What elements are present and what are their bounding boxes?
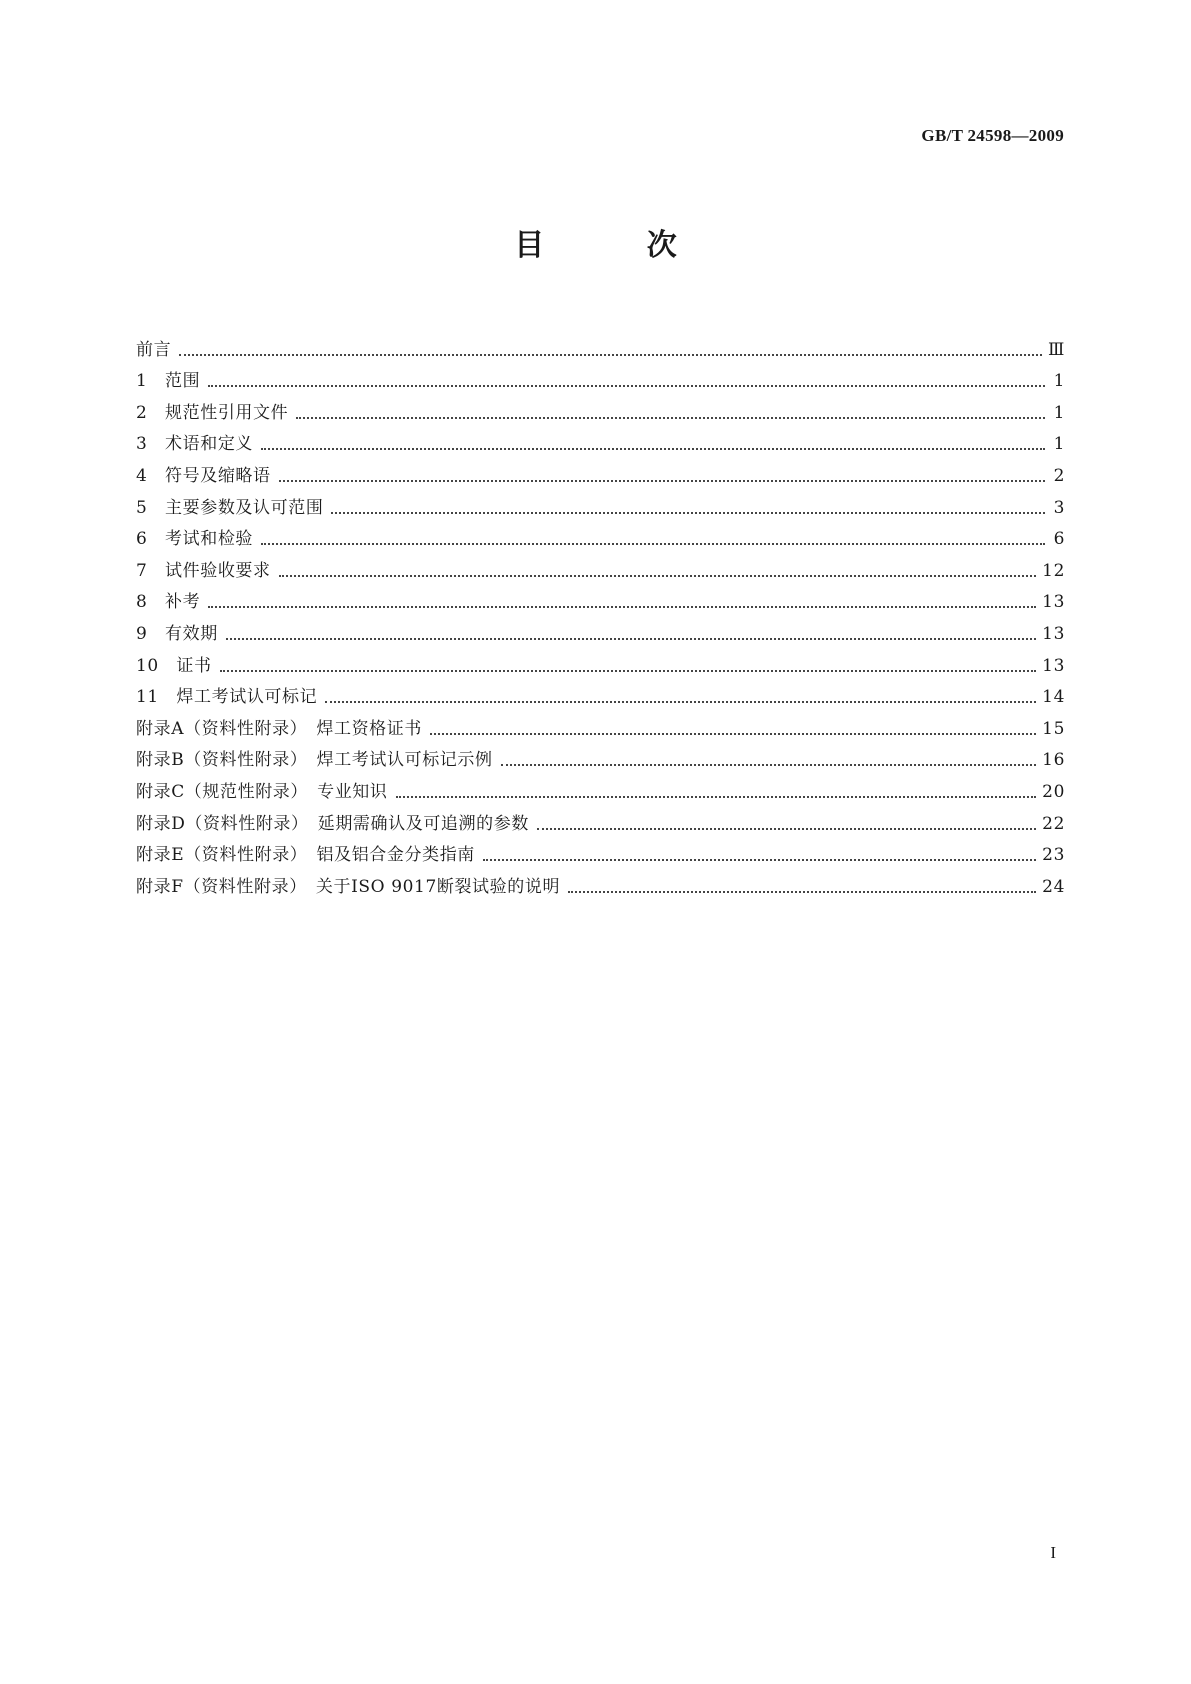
dot-leader (226, 638, 1036, 640)
toc-entry-label: 附录A（资料性附录） 焊工资格证书 (136, 718, 422, 739)
toc-entry-page: Ⅲ (1048, 339, 1065, 360)
toc-entry[interactable] (136, 549, 1065, 581)
dot-leader (208, 606, 1036, 608)
toc-entry-page: 1 (1053, 371, 1065, 392)
toc-entry-page: 1 (1053, 434, 1065, 455)
toc-entry-label: 5 主要参数及认可范围 (136, 497, 324, 518)
toc-entry[interactable] (136, 739, 1065, 771)
toc-entry-page: 3 (1053, 497, 1065, 518)
toc-entry[interactable] (136, 581, 1065, 613)
toc-entry-label: 附录D（资料性附录） 延期需确认及可追溯的参数 (136, 813, 529, 834)
toc-entry-label: 附录E（资料性附录） 铝及铝合金分类指南 (136, 845, 475, 866)
toc-entry-page: 16 (1042, 750, 1065, 771)
toc-entry-page: 23 (1042, 845, 1065, 866)
toc-entry[interactable] (136, 423, 1065, 455)
dot-leader (296, 417, 1045, 419)
dot-leader (220, 670, 1037, 672)
toc-entry[interactable] (136, 391, 1065, 423)
toc-entry[interactable] (136, 360, 1065, 392)
toc-entry-label: 2 规范性引用文件 (136, 402, 289, 423)
toc-entry[interactable] (136, 834, 1065, 866)
toc-entry-label: 10 证书 (136, 655, 212, 676)
toc-entry-label: 7 试件验收要求 (136, 560, 271, 581)
dot-leader (208, 385, 1045, 387)
dot-leader (331, 512, 1045, 514)
document-code: GB/T 24598—2009 (921, 126, 1064, 145)
dot-leader (279, 480, 1045, 482)
toc-entry[interactable] (136, 486, 1065, 518)
dot-leader (179, 354, 1042, 356)
toc-entry-label: 附录C（规范性附录） 专业知识 (136, 781, 388, 802)
toc-entry-page: 20 (1042, 781, 1065, 802)
toc-entry[interactable] (136, 707, 1065, 739)
toc-entry-page: 12 (1042, 560, 1065, 581)
toc-entry-label: 1 范围 (136, 371, 201, 392)
toc-entry[interactable] (136, 644, 1065, 676)
toc-entry-page: 1 (1053, 402, 1065, 423)
dot-leader (501, 764, 1037, 766)
toc-entry-label: 8 补考 (136, 592, 201, 613)
dot-leader (279, 575, 1037, 577)
toc-entry-label: 附录B（资料性附录） 焊工考试认可标记示例 (136, 750, 493, 771)
toc-entry[interactable] (136, 612, 1065, 644)
toc-entry-label: 3 术语和定义 (136, 434, 254, 455)
toc-entry[interactable] (136, 770, 1065, 802)
toc-entry[interactable] (136, 676, 1065, 708)
dot-leader (568, 891, 1036, 893)
dot-leader (396, 796, 1037, 798)
dot-leader (430, 733, 1036, 735)
page-title: 目 次 (514, 228, 723, 263)
toc-entry-label: 9 有效期 (136, 623, 218, 644)
toc-entry-label: 前言 (136, 339, 172, 360)
dot-leader (261, 543, 1045, 545)
toc-entry-label: 6 考试和检验 (136, 529, 254, 550)
dot-leader (325, 701, 1036, 703)
toc-entry-page: 13 (1042, 655, 1065, 676)
toc-entry-page: 13 (1042, 623, 1065, 644)
toc-entry-page: 2 (1053, 465, 1065, 486)
toc-entry[interactable] (136, 802, 1065, 834)
toc-entry[interactable] (136, 328, 1065, 360)
toc-entry-label: 附录F（资料性附录） 关于ISO 9017断裂试验的说明 (136, 876, 561, 897)
toc-entry-page: 14 (1042, 687, 1065, 708)
toc-entry-page: 24 (1042, 876, 1065, 897)
toc-entry-page: 22 (1042, 813, 1065, 834)
toc-entry[interactable] (136, 518, 1065, 550)
toc-entry[interactable] (136, 454, 1065, 486)
toc-entry-label: 11 焊工考试认可标记 (136, 687, 318, 708)
table-of-contents (136, 328, 1065, 897)
page-number: I (1050, 1543, 1056, 1562)
toc-entry-page: 6 (1053, 529, 1065, 550)
dot-leader (483, 859, 1036, 861)
dot-leader (537, 828, 1036, 830)
toc-entry-page: 13 (1042, 592, 1065, 613)
dot-leader (261, 448, 1045, 450)
toc-entry[interactable] (136, 865, 1065, 897)
toc-entry-page: 15 (1042, 718, 1065, 739)
toc-entry-label: 4 符号及缩略语 (136, 465, 271, 486)
